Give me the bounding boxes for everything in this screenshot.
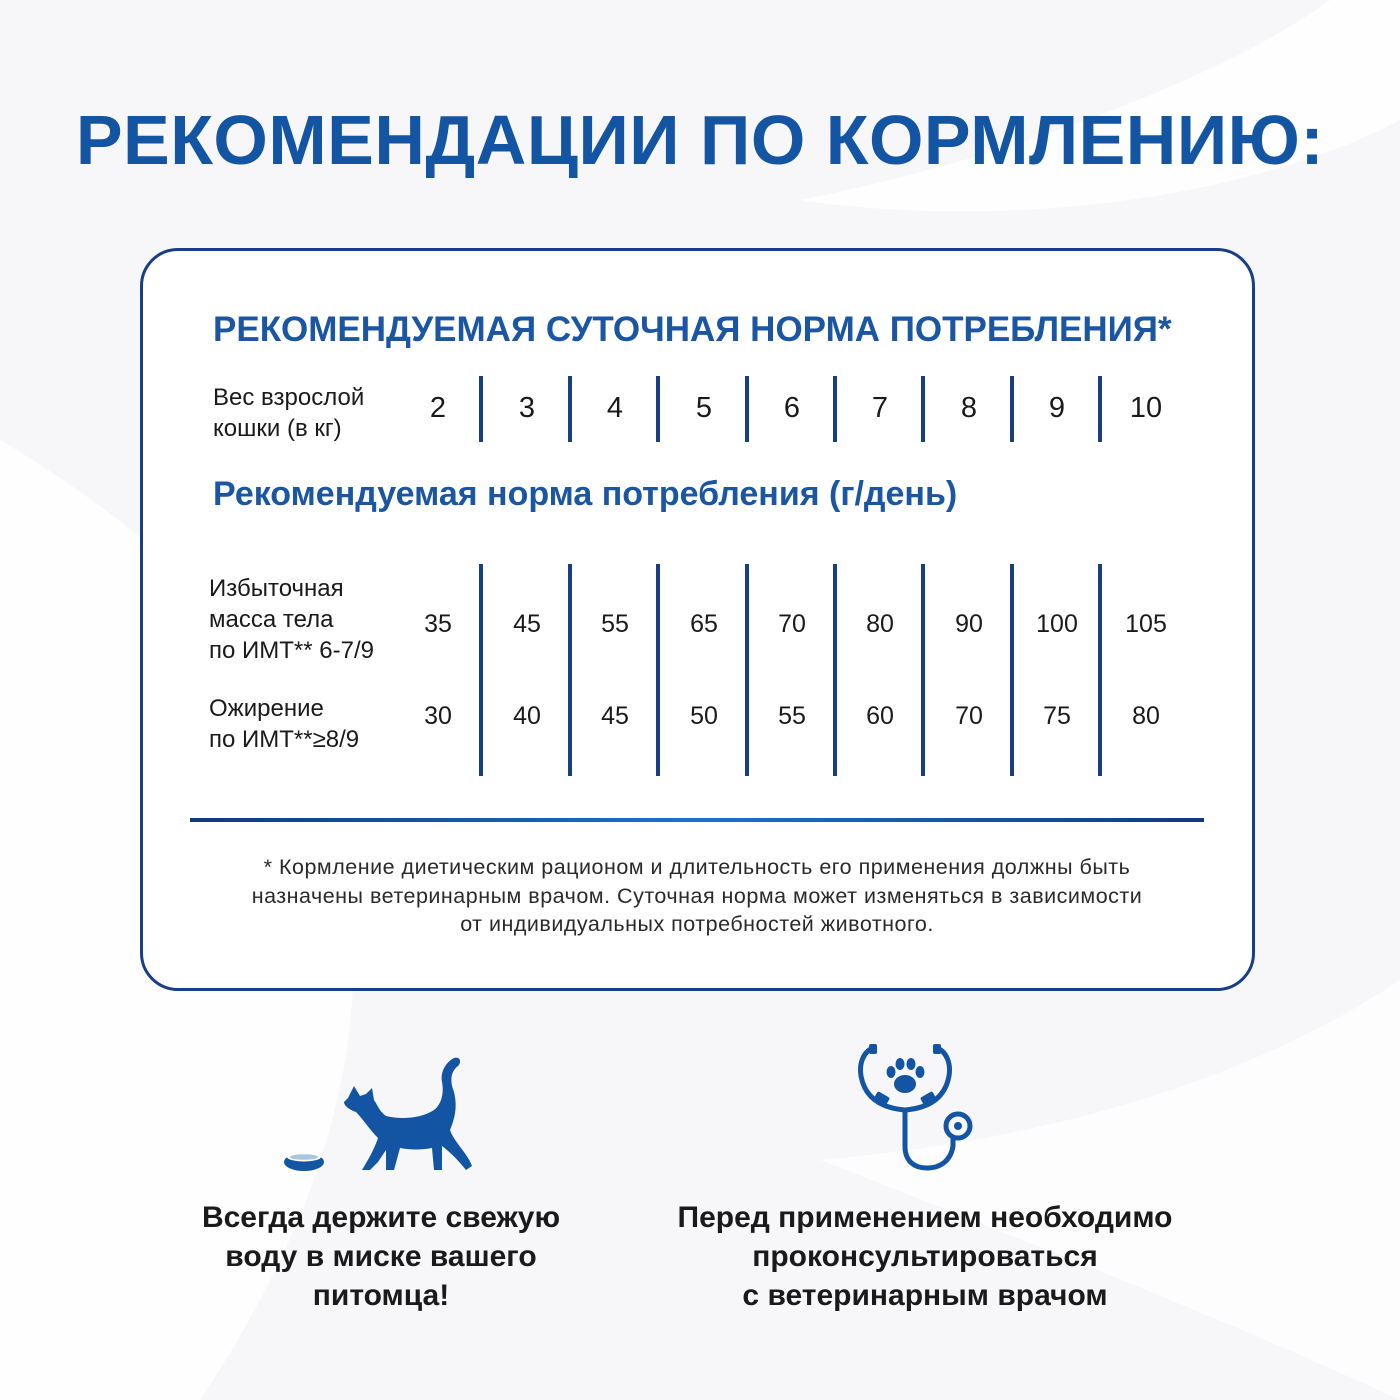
cat-with-bowl-icon xyxy=(282,1050,482,1175)
value-cell: 100 xyxy=(1036,610,1078,638)
row-label-overweight xyxy=(209,573,374,666)
column-separator xyxy=(745,376,749,442)
column-separator xyxy=(1010,376,1014,442)
norm-subtitle: Рекомендуемая норма потребления (г/день) xyxy=(213,475,958,513)
column-separator xyxy=(656,564,660,776)
footnote-line: * Кормление диетическим рационом и длительность его применения должны быть xyxy=(263,855,1131,879)
weight-cell: 10 xyxy=(1129,392,1163,424)
column-separator xyxy=(656,376,660,442)
weight-cell: 2 xyxy=(429,392,447,424)
column-separator xyxy=(479,376,483,442)
weight-cell: 9 xyxy=(1048,392,1066,424)
tip-caption-water xyxy=(181,1198,581,1315)
value-cell: 55 xyxy=(778,702,806,730)
tip-line: питомца! xyxy=(312,1279,450,1312)
column-separator xyxy=(1098,376,1102,442)
value-cell: 80 xyxy=(866,610,894,638)
column-separator xyxy=(568,376,572,442)
stethoscope-paw-icon xyxy=(855,1042,980,1174)
column-separator xyxy=(833,564,837,776)
footnote-line: от индивидуальных потребностей животного. xyxy=(460,912,934,936)
value-cell: 60 xyxy=(866,702,894,730)
value-cell: 70 xyxy=(955,702,983,730)
column-separator xyxy=(833,376,837,442)
weight-label-line: Вес взрослой xyxy=(213,384,365,411)
value-cell: 45 xyxy=(601,702,629,730)
value-cell: 75 xyxy=(1043,702,1071,730)
tip-line: воду в миске вашего xyxy=(225,1240,537,1273)
weight-cell: 4 xyxy=(606,392,624,424)
column-separator xyxy=(568,564,572,776)
value-cell: 65 xyxy=(690,610,718,638)
value-cell: 35 xyxy=(424,610,452,638)
weight-cell: 3 xyxy=(518,392,536,424)
column-separator xyxy=(1098,564,1102,776)
tip-line: с ветеринарным врачом xyxy=(742,1279,1108,1312)
weight-cell: 5 xyxy=(695,392,713,424)
value-cell: 70 xyxy=(778,610,806,638)
value-cell: 90 xyxy=(955,610,983,638)
divider xyxy=(190,818,1204,822)
row-label-line: по ИМТ**≥8/9 xyxy=(209,726,360,753)
row-label-obesity xyxy=(209,693,359,755)
page-title: РЕКОМЕНДАЦИИ ПО КОРМЛЕНИЮ: xyxy=(75,101,1325,179)
weight-row-label xyxy=(213,382,364,444)
tip-line: Всегда держите свежую xyxy=(201,1201,561,1234)
row-label-line: по ИМТ** 6-7/9 xyxy=(209,637,374,664)
tip-line: Перед применением необходимо xyxy=(677,1201,1173,1234)
footnote-line: назначены ветеринарным врачом. Суточная норма может изменяться в зависимости xyxy=(251,883,1143,908)
column-separator xyxy=(921,564,925,776)
value-cell: 50 xyxy=(690,702,718,730)
footnote xyxy=(160,853,1234,939)
weight-label-line: кошки (в кг) xyxy=(213,415,342,442)
value-cell: 80 xyxy=(1132,702,1160,730)
weight-cell: 6 xyxy=(783,392,801,424)
row-label-line: масса тела xyxy=(209,606,334,633)
value-cell: 55 xyxy=(601,610,629,638)
value-cell: 105 xyxy=(1125,610,1167,638)
row-label-line: Избыточная xyxy=(209,575,344,602)
column-separator xyxy=(479,564,483,776)
weight-cell: 8 xyxy=(960,392,978,424)
value-cell: 30 xyxy=(424,702,452,730)
weight-cell: 7 xyxy=(871,392,889,424)
tip-line: проконсультироваться xyxy=(752,1240,1098,1273)
column-separator xyxy=(921,376,925,442)
column-separator xyxy=(745,564,749,776)
tip-caption-vet xyxy=(650,1198,1200,1315)
value-cell: 40 xyxy=(513,702,541,730)
table-title: РЕКОМЕНДУЕМАЯ СУТОЧНАЯ НОРМА ПОТРЕБЛЕНИЯ* xyxy=(213,310,1172,349)
column-separator xyxy=(1010,564,1014,776)
value-cell: 45 xyxy=(513,610,541,638)
row-label-line: Ожирение xyxy=(209,695,324,722)
